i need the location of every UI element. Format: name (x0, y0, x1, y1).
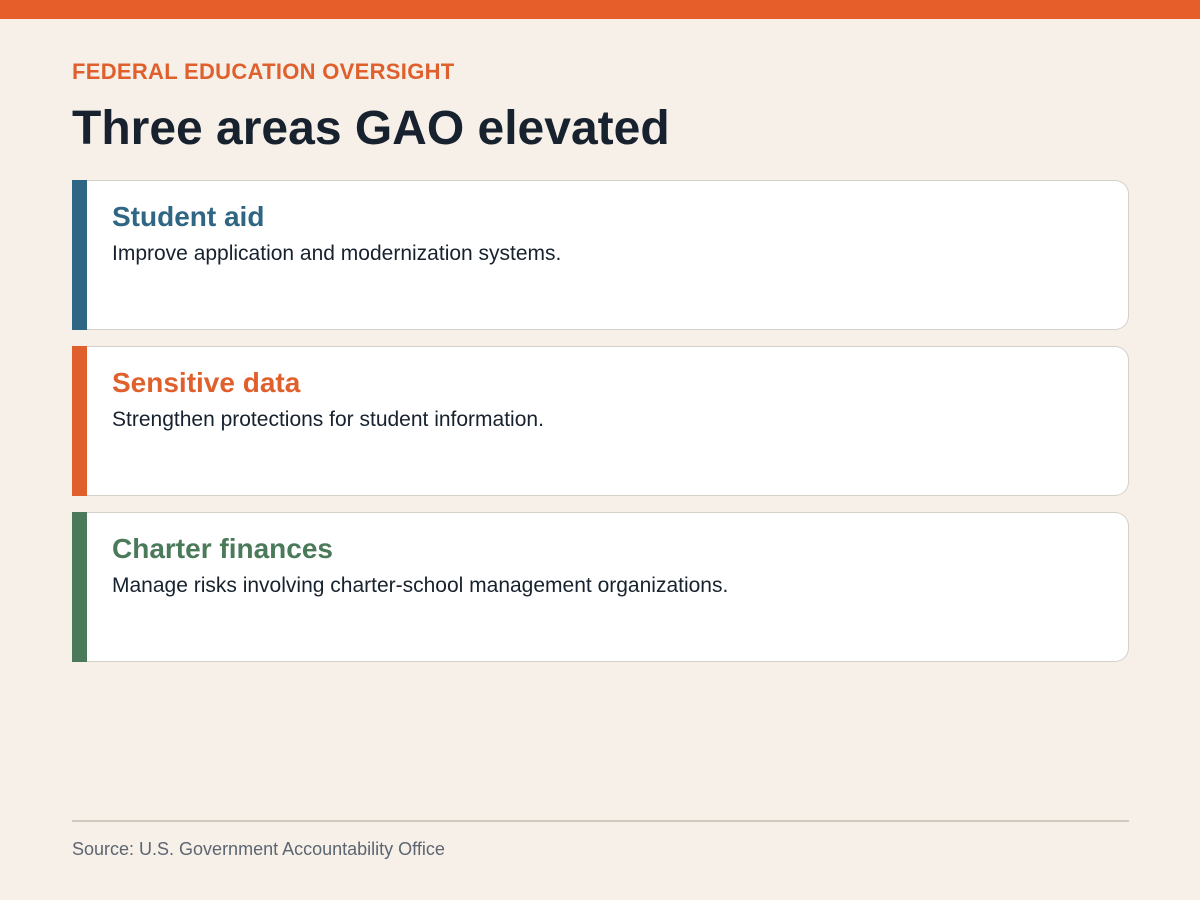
area-card-sensitive-data (72, 346, 1129, 496)
page-title: Three areas GAO elevated (72, 102, 670, 155)
top-accent-bar (0, 0, 1200, 19)
card-description: Strengthen protections for student information. (112, 408, 544, 431)
area-card-charter-finances (72, 512, 1129, 662)
card-accent-stripe (72, 180, 87, 330)
card-accent-stripe (72, 346, 87, 496)
card-title: Student aid (112, 201, 265, 232)
card-accent-stripe (72, 512, 87, 662)
card-title: Charter finances (112, 533, 333, 564)
area-card-student-aid (72, 180, 1129, 330)
kicker-label: FEDERAL EDUCATION OVERSIGHT (72, 59, 455, 84)
source-note: Source: U.S. Government Accountability Office (72, 839, 445, 859)
areas-list (72, 180, 1129, 678)
card-title: Sensitive data (112, 367, 301, 398)
footer-divider (72, 820, 1129, 822)
card-description: Manage risks involving charter-school management organizations. (112, 574, 729, 597)
card-description: Improve application and modernization systems. (112, 242, 562, 265)
